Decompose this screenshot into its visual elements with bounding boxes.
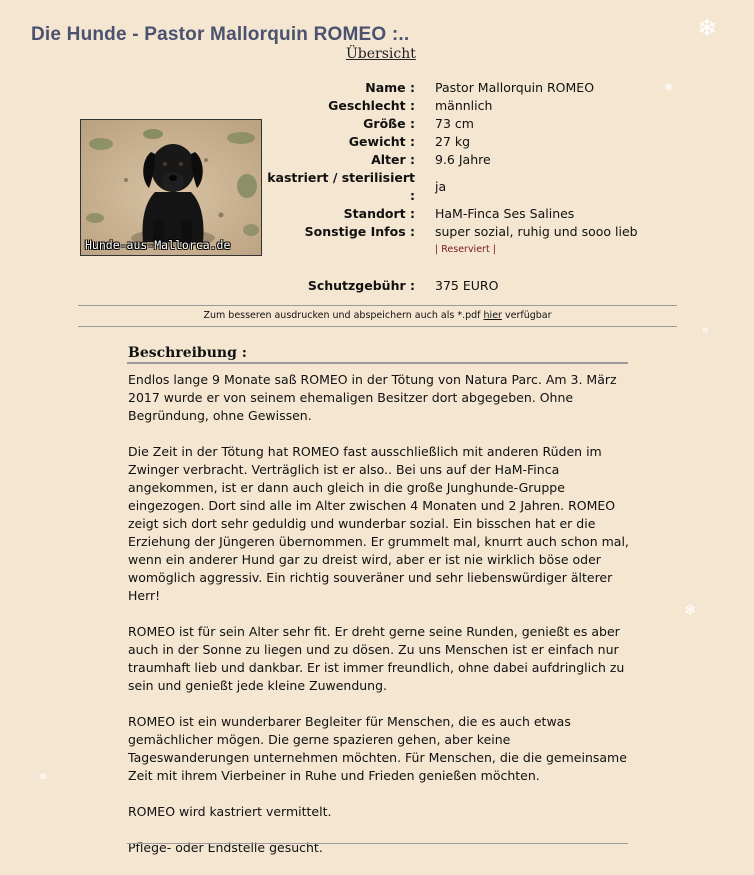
description-paragraph: Endlos lange 9 Monate saß ROMEO in der Tötung von Natura Parc. Am 3. März 2017 wurde er von seinem ehemaligen Besitzer dort abgegeben. Ohne Begründung, ohne Gewissen. <box>128 372 617 423</box>
page-title: Die Hunde - Pastor Mallorquin ROMEO :.. <box>31 24 410 45</box>
reserved-badge: | Reserviert | <box>435 244 496 255</box>
location-value: HaM-Finca Ses Salines <box>435 206 575 221</box>
location-label: Standort : <box>343 206 415 221</box>
name-value: Pastor Mallorquin ROMEO <box>435 80 595 95</box>
size-label: Größe : <box>363 116 415 131</box>
pdf-note-suffix: verfügbar <box>504 310 552 321</box>
snowflake-icon: ❄ <box>684 601 697 619</box>
dog-photo <box>80 119 262 256</box>
photo-watermark: Hunde-aus-Mallorca.de <box>85 238 231 252</box>
description-heading: Beschreibung : <box>128 345 247 361</box>
dog-illustration <box>81 120 261 255</box>
size-value: 73 cm <box>435 116 474 131</box>
other-info-label: Sonstige Infos : <box>304 224 415 239</box>
description-paragraph: ROMEO wird kastriert vermittelt. <box>128 804 332 819</box>
weight-label: Gewicht : <box>348 134 415 149</box>
pdf-link[interactable]: hier <box>483 310 502 321</box>
neutered-label: kastriert / sterilisiert : <box>267 170 415 203</box>
snowflake-icon: ❄ <box>664 81 674 94</box>
description-rule <box>127 362 628 364</box>
fee-value: 375 EURO <box>435 278 499 293</box>
pdf-note-text: Zum besseren ausdrucken und abspeichern auch als *.pdf <box>203 310 481 321</box>
description-paragraph: ROMEO ist ein wunderbarer Begleiter für Menschen, die es auch etwas gemächlicher mögen. Die gerne spazieren gehen, aber keine Tageswanderungen unternehmen möchten. Für Menschen, die die gemeinsame Zeit mit ihrem Vierbeiner in Ruhe und Frieden genießen möchten. <box>128 714 627 783</box>
fee-label: Schutzgebühr : <box>307 278 415 293</box>
age-value: 9.6 Jahre <box>435 152 491 167</box>
sex-value: männlich <box>435 98 493 113</box>
snowflake-icon: ❄ <box>702 326 709 335</box>
description-body <box>128 371 633 875</box>
snowflake-icon: ❄ <box>39 772 48 783</box>
pdf-note <box>78 310 677 321</box>
description-paragraph: ROMEO ist für sein Alter sehr fit. Er dreht gerne seine Runden, genießt es aber auch in der Sonne zu liegen und zu dösen. Zu uns Menschen ist er einfach nur traumhaft lieb und dankbar. Er ist immer freundlich, ohne dabei aufdringlich zu sein und genießt jede kleine Zuwendung. <box>128 624 625 693</box>
neutered-value: ja <box>435 179 447 194</box>
description-paragraph: Pflege- oder Endstelle gesucht. <box>128 840 323 855</box>
divider <box>78 305 677 306</box>
description-paragraph: Die Zeit in der Tötung hat ROMEO fast ausschließlich mit anderen Rüden im Zwinger verbracht. Verträglich ist er also.. Bei uns auf der HaM-Finca angekommen, ist er dann auch gleich in die große Junghunde-Gruppe eingezogen. Dort sind alle im Alter zwischen 4 Monaten und 2 Jahren. ROMEO zeigt sich dort sehr geduldig und wunderbar sozial. Ein bisschen hat er die Erziehung der Jüngeren übernommen. Er grummelt mal, knurrt auch schon mal, wenn ein anderer Hund gar zu dreist wird, aber er ist nie wirklich böse oder womöglich aggressiv. Ein richtig souveräner und sehr liebenswürdiger älterer Herr! <box>128 444 629 603</box>
sex-label: Geschlecht : <box>328 98 415 113</box>
name-label: Name : <box>365 80 415 95</box>
divider <box>78 326 677 327</box>
other-info-value: super sozial, ruhig und sooo lieb <box>435 224 638 239</box>
age-label: Alter : <box>371 152 415 167</box>
weight-value: 27 kg <box>435 134 471 149</box>
snowflake-icon: ❄ <box>697 14 718 42</box>
description-bottom-rule <box>127 843 628 844</box>
overview-link[interactable]: Übersicht <box>346 46 416 62</box>
